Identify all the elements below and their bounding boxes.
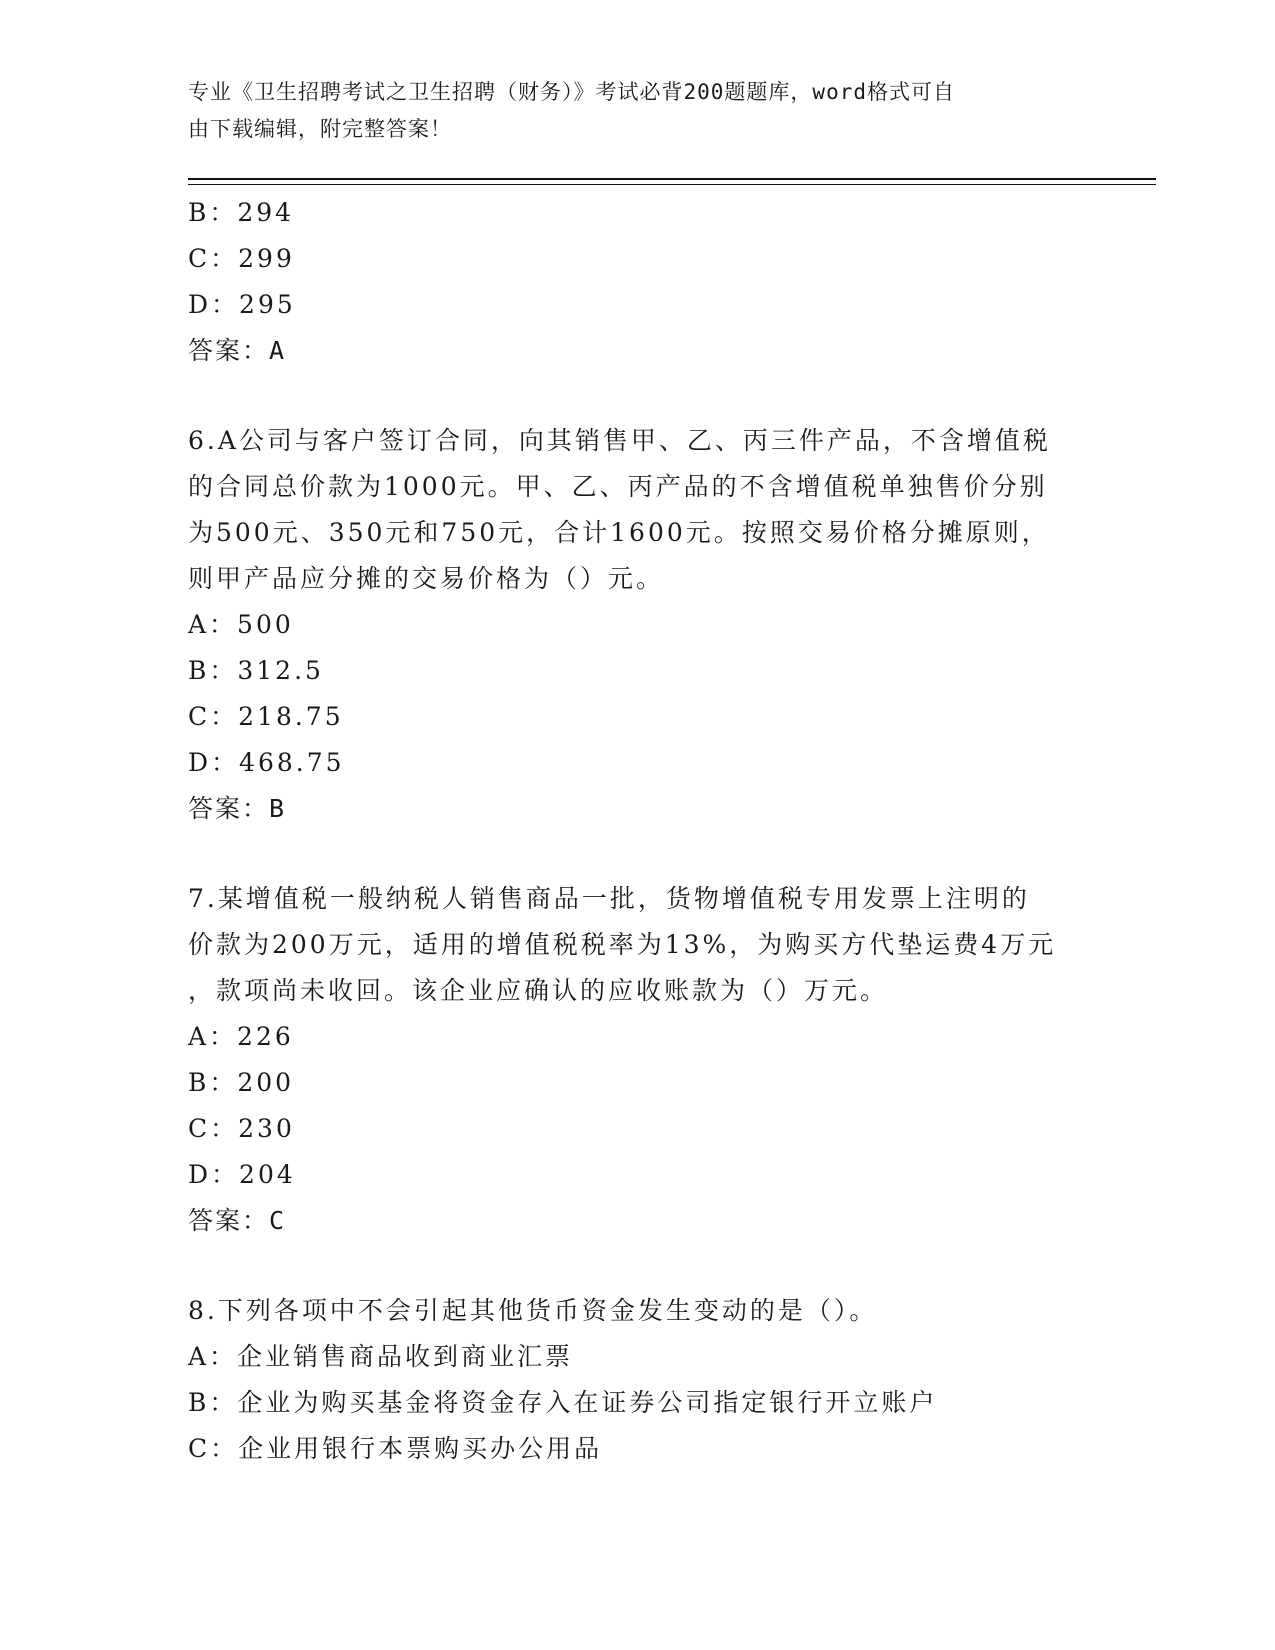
answer-line: 答案：A: [188, 336, 287, 365]
option-a: A：企业销售商品收到商业汇票: [188, 1342, 574, 1371]
option-c: C：218.75: [188, 702, 344, 731]
option-a: A：500: [188, 610, 294, 639]
question-6: [188, 418, 1088, 832]
header-line-1: 专业《卫生招聘考试之卫生招聘（财务）》考试必背200题题库，word格式可自: [188, 80, 955, 104]
header-rule-thick: [188, 178, 1156, 180]
option-b: B：312.5: [188, 656, 324, 685]
question-5-tail: [188, 190, 1088, 374]
question-text-line: 为500元、350元和750元，合计1600元。按照交易价格分摊原则，: [188, 518, 1050, 547]
header-line-2: 由下载编辑，附完整答案！: [188, 117, 452, 141]
question-text-line: 则甲产品应分摊的交易价格为（）元。: [188, 564, 665, 593]
document-header: [188, 74, 1088, 148]
option-b: B：294: [188, 198, 295, 227]
question-text-line: ，款项尚未收回。该企业应确认的应收账款为（）万元。: [188, 976, 889, 1005]
spacer: [188, 1244, 1088, 1288]
header-rule-thin: [188, 184, 1156, 185]
question-text-line: 8.下列各项中不会引起其他货币资金发生变动的是（）。: [188, 1296, 878, 1325]
option-c: C：299: [188, 244, 295, 273]
answer-line: 答案：C: [188, 1206, 287, 1235]
question-7: [188, 876, 1088, 1244]
answer-line: 答案：B: [188, 794, 287, 823]
document-body: [188, 190, 1088, 1472]
question-text-line: 价款为200万元，适用的增值税税率为13%，为购买方代垫运费4万元: [188, 930, 1057, 959]
question-text-line: 的合同总价款为1000元。甲、乙、丙产品的不含增值税单独售价分别: [188, 472, 1048, 501]
option-d: D：468.75: [188, 748, 345, 777]
option-d: D：295: [188, 290, 296, 319]
spacer: [188, 374, 1088, 418]
option-b: B：企业为购买基金将资金存入在证券公司指定银行开立账户: [188, 1388, 938, 1417]
option-c: C：230: [188, 1114, 295, 1143]
option-a: A：226: [188, 1022, 294, 1051]
spacer: [188, 832, 1088, 876]
question-text-line: 6.A公司与客户签订合同，向其销售甲、乙、丙三件产品，不含增值税: [188, 426, 1051, 455]
question-text-line: 7.某增值税一般纳税人销售商品一批，货物增值税专用发票上注明的: [188, 884, 1030, 913]
option-c: C：企业用银行本票购买办公用品: [188, 1434, 603, 1463]
option-b: B：200: [188, 1068, 295, 1097]
question-8: [188, 1288, 1088, 1472]
option-d: D：204: [188, 1160, 296, 1189]
